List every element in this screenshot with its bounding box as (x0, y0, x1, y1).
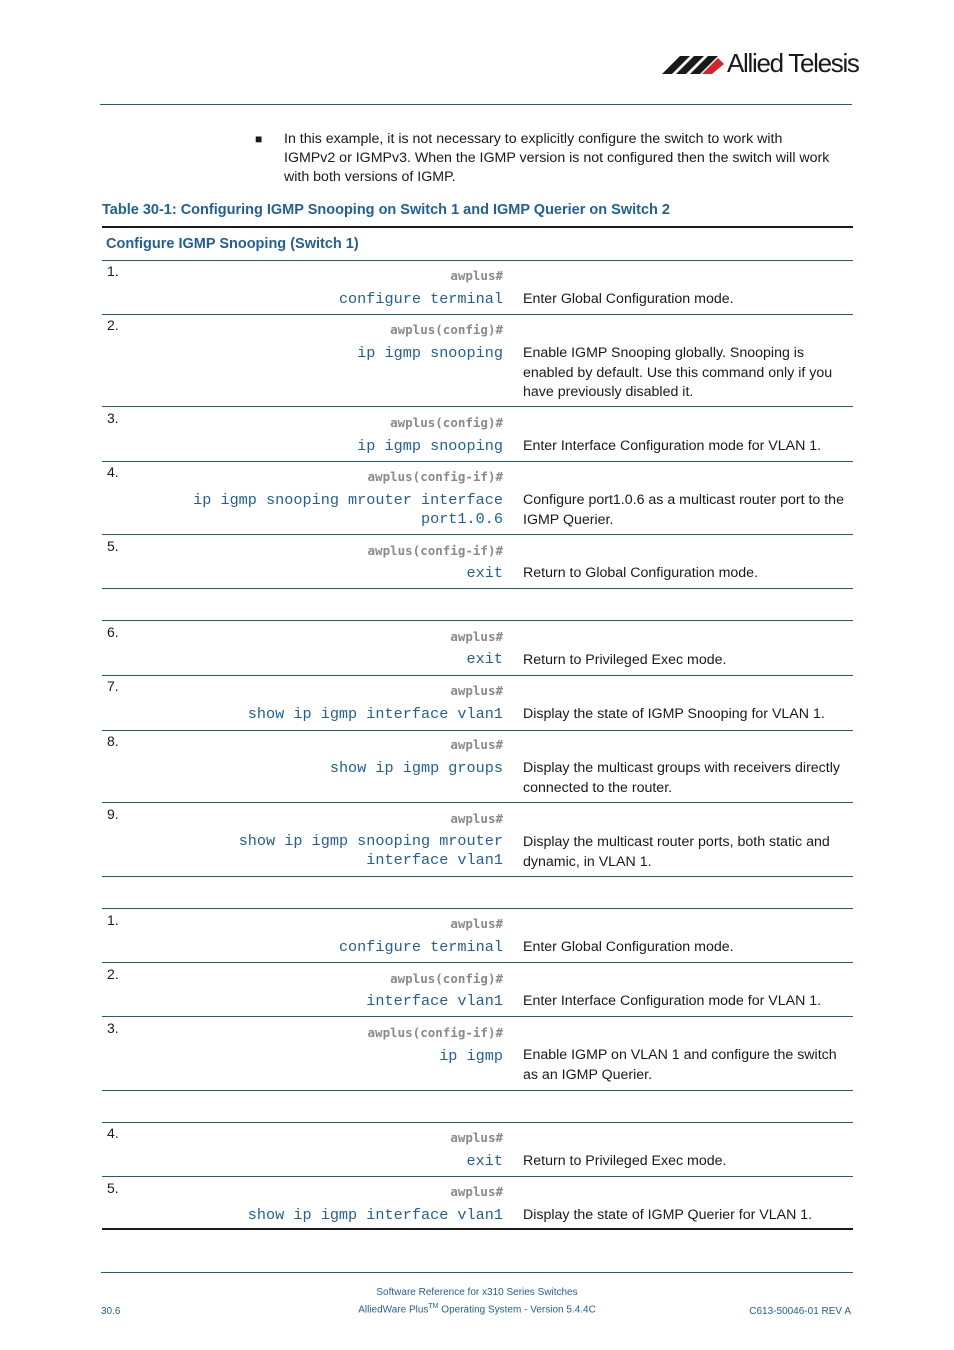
table-rule (102, 730, 853, 731)
cli-prompt: awplus# (450, 1184, 503, 1199)
step-number: 2. (107, 317, 119, 333)
table-caption: Table 30-1: Configuring IGMP Snooping on Switch 1 and IGMP Querier on Switch 2 (102, 202, 670, 218)
footer-rule (101, 1272, 853, 1273)
cli-prompt: awplus# (450, 683, 503, 698)
table-top-rule (102, 226, 853, 228)
cli-command: ip igmp snooping (357, 437, 503, 455)
step-number: 1. (107, 912, 119, 928)
cli-command: ip igmp snooping mrouter interface port1.0.6 (193, 491, 503, 528)
page-number: 30.6 (101, 1306, 121, 1317)
cli-prompt: awplus# (450, 916, 503, 931)
step-number: 9. (107, 806, 119, 822)
step-description: Display the state of IGMP Querier for VLAN 1. (523, 1207, 813, 1223)
step-number: 3. (107, 410, 119, 426)
table-rule (102, 802, 853, 803)
table-rule (102, 620, 853, 621)
cli-command: show ip igmp snooping mrouter interface vlan1 (238, 832, 503, 869)
cli-command: exit (466, 564, 503, 582)
cli-command: exit (466, 650, 503, 668)
brand-name: Allied Telesis (727, 48, 859, 78)
step-number: 3. (107, 1020, 119, 1036)
table-rule (102, 461, 853, 462)
cli-command: show ip igmp interface vlan1 (247, 705, 503, 723)
table-rule (102, 1016, 853, 1017)
cli-prompt: awplus(config-if)# (367, 543, 503, 558)
step-number: 4. (107, 464, 119, 480)
bullet-note: In this example, it is not necessary to explicitly configure the switch to work with IGMPv2 or IGMPv3. When the IGMP version is not configured then the switch will work with both versions of IGMP. (284, 131, 830, 185)
cli-prompt: awplus# (450, 1130, 503, 1145)
step-description: Return to Global Configuration mode. (523, 565, 759, 581)
cli-command: show ip igmp groups (329, 759, 503, 777)
step-number: 8. (107, 733, 119, 749)
table-rule (102, 675, 853, 676)
table-rule (102, 1122, 853, 1123)
step-number: 5. (107, 1180, 119, 1196)
step-description: Return to Privileged Exec mode. (523, 1153, 727, 1169)
cli-prompt: awplus(config-if)# (367, 1025, 503, 1040)
table-rule (102, 1176, 853, 1177)
step-description: Enter Global Configuration mode. (523, 291, 734, 307)
bullet-marker: ■ (255, 132, 263, 146)
table-rule (102, 314, 853, 315)
table-rule (102, 876, 853, 877)
table-rule (102, 406, 853, 407)
table-rule (102, 534, 853, 535)
step-description: Enter Global Configuration mode. (523, 939, 734, 955)
step-number: 2. (107, 966, 119, 982)
cli-command: configure terminal (338, 290, 503, 308)
header-rule (100, 104, 852, 105)
step-description: Display the multicast router ports, both static and dynamic, in VLAN 1. (523, 834, 830, 870)
table-rule (102, 1090, 853, 1091)
cli-prompt: awplus# (450, 811, 503, 826)
cli-command: ip igmp snooping (357, 344, 503, 362)
cli-prompt: awplus(config)# (390, 971, 503, 986)
step-number: 5. (107, 538, 119, 554)
cli-command: ip igmp (439, 1047, 503, 1065)
cli-prompt: awplus# (450, 737, 503, 752)
footer-title: Software Reference for x310 Series Switches (376, 1287, 578, 1298)
document-id: C613-50046-01 REV A (749, 1306, 851, 1317)
footer-product: AlliedWare Plus™ Operating System - Version 5.4.4C (358, 1303, 596, 1316)
step-number: 4. (107, 1125, 119, 1141)
cli-command: exit (466, 1152, 503, 1170)
step-description: Enable IGMP on VLAN 1 and configure the switch as an IGMP Querier. (523, 1047, 837, 1083)
cli-prompt: awplus(config-if)# (367, 469, 503, 484)
table-rule (102, 962, 853, 963)
cli-command: configure terminal (338, 938, 503, 956)
cli-command: interface vlan1 (366, 992, 503, 1010)
step-description: Return to Privileged Exec mode. (523, 652, 727, 668)
step-description: Display the state of IGMP Snooping for VLAN 1. (523, 706, 825, 722)
step-description: Configure port1.0.6 as a multicast router port to the IGMP Querier. (523, 492, 844, 528)
step-number: 7. (107, 678, 119, 694)
cli-prompt: awplus# (450, 629, 503, 644)
step-number: 1. (107, 263, 119, 279)
cli-prompt: awplus(config)# (390, 322, 503, 337)
step-description: Enable IGMP Snooping globally. Snooping is enabled by default. Use this command only if you have previously disabled it. (523, 345, 833, 400)
step-description: Enter Interface Configuration mode for VLAN 1. (523, 438, 822, 454)
table-rule (102, 588, 853, 589)
step-description: Enter Interface Configuration mode for VLAN 1. (523, 993, 822, 1009)
cli-prompt: awplus# (450, 268, 503, 283)
cli-command: show ip igmp interface vlan1 (247, 1206, 503, 1224)
step-description: Display the multicast groups with receivers directly connected to the router. (523, 760, 840, 796)
section-title-switch1: Configure IGMP Snooping (Switch 1) (106, 236, 359, 252)
table-rule (102, 260, 853, 261)
table-rule (102, 908, 853, 909)
cli-prompt: awplus(config)# (390, 415, 503, 430)
step-number: 6. (107, 624, 119, 640)
table-bottom-rule (102, 1228, 853, 1230)
